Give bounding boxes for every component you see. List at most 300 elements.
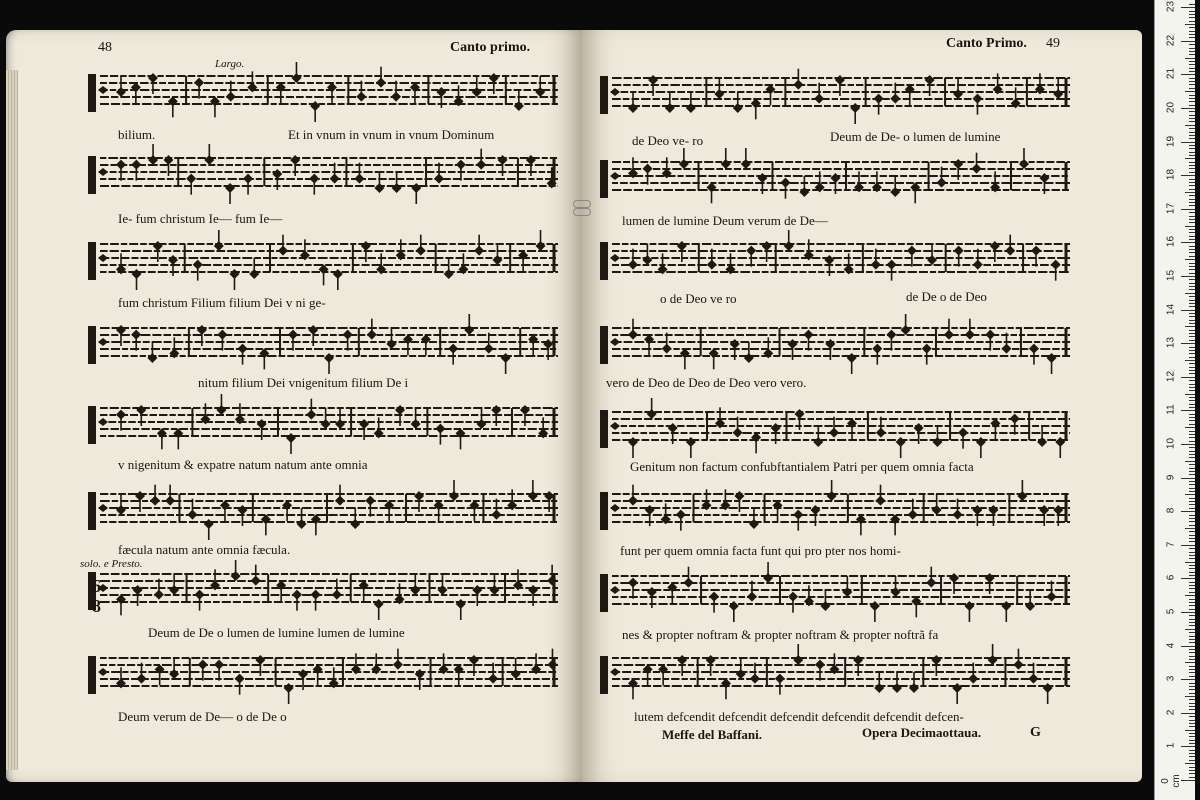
tempo-mark: solo. e Presto.	[80, 558, 143, 570]
clef-glyph	[600, 492, 608, 530]
ruler-tick	[1189, 101, 1195, 102]
ruler-tick	[1189, 132, 1195, 133]
ruler-tick	[1181, 276, 1195, 277]
ruler-tick	[1189, 703, 1195, 704]
music-staff	[598, 156, 1070, 202]
ruler-tick	[1189, 78, 1195, 79]
ruler-number: 1	[1165, 743, 1177, 749]
ruler-tick	[1189, 306, 1195, 307]
ruler-tick	[1189, 313, 1195, 314]
ruler-tick	[1189, 431, 1195, 432]
ruler-tick	[1189, 736, 1195, 737]
ruler-number: 17	[1165, 202, 1177, 214]
ruler-tick	[1185, 24, 1195, 25]
ruler-tick	[1189, 683, 1195, 684]
ruler-number: 16	[1165, 236, 1177, 248]
clef-glyph	[610, 172, 620, 180]
ruler-tick	[1189, 249, 1195, 250]
ruler-tick	[1189, 162, 1195, 163]
ruler-tick	[1189, 767, 1195, 768]
ruler-number: 7	[1165, 541, 1177, 548]
ruler-tick	[1189, 434, 1195, 435]
lyric-line: nes & propter noftram & propter noftram & propter noftrã fa	[622, 627, 939, 642]
binding-thread	[573, 208, 591, 216]
ruler-tick	[1189, 588, 1195, 589]
ruler-tick	[1189, 367, 1195, 368]
ruler-tick	[1189, 706, 1195, 707]
ruler-tick	[1181, 41, 1195, 42]
ruler-tick	[1189, 17, 1195, 18]
music-staff	[86, 488, 558, 534]
lyric-line: Ie- fum christum Ie— fum Ie—	[118, 211, 283, 226]
ruler-number: 3	[1165, 675, 1177, 682]
ruler-tick	[1189, 350, 1195, 351]
lyric-line: de De o de Deo	[906, 289, 987, 304]
clef-glyph	[88, 156, 96, 194]
ruler-tick	[1189, 451, 1195, 452]
clef-glyph	[98, 86, 108, 94]
ruler-tick	[1189, 185, 1195, 186]
ruler-tick	[1189, 195, 1195, 196]
ruler-tick	[1189, 508, 1195, 509]
ruler-tick	[1189, 760, 1195, 761]
ruler-tick	[1189, 397, 1195, 398]
ruler-tick	[1189, 189, 1195, 190]
ruler-tick	[1185, 394, 1195, 395]
clef-glyph	[610, 254, 620, 262]
ruler-tick	[1189, 54, 1195, 55]
ruler-tick	[1189, 615, 1195, 616]
ruler-tick	[1189, 373, 1195, 374]
ruler-tick	[1189, 420, 1195, 421]
ruler-tick	[1189, 672, 1195, 673]
ruler-tick	[1189, 726, 1195, 727]
ruler-tick	[1189, 115, 1195, 116]
ruler-tick	[1185, 662, 1195, 663]
ruler-tick	[1189, 44, 1195, 45]
ruler-tick	[1189, 279, 1195, 280]
ruler-number: 9	[1165, 474, 1177, 480]
ruler-tick	[1189, 138, 1195, 139]
clef-glyph	[88, 74, 96, 112]
ruler-number: 8	[1165, 507, 1177, 514]
ruler-tick	[1189, 572, 1195, 573]
ruler-tick	[1189, 336, 1195, 337]
ruler-tick	[1189, 669, 1195, 670]
ruler-tick	[1189, 333, 1195, 334]
clef-glyph	[88, 326, 96, 364]
lyric-line: Deum verum de De— o de De o	[118, 709, 287, 724]
running-head: Canto Primo.	[946, 36, 1027, 51]
ruler-tick	[1189, 263, 1195, 264]
ruler-tick	[1189, 636, 1195, 637]
ruler-tick	[1189, 387, 1195, 388]
ruler-tick	[1189, 619, 1195, 620]
ruler-tick	[1189, 363, 1195, 364]
music-staff	[86, 322, 558, 368]
ruler-tick	[1189, 128, 1195, 129]
ruler-tick	[1189, 296, 1195, 297]
ruler-tick	[1189, 753, 1195, 754]
lyric-line: lutem defcendit defcendit defcendit defcendit defcendit defcen-	[634, 709, 964, 724]
ruler-tick	[1181, 377, 1195, 378]
clef-glyph	[610, 668, 620, 676]
ruler-tick	[1189, 656, 1195, 657]
footer-title: Meffe del Baffani.	[662, 727, 763, 742]
ruler-tick	[1181, 7, 1195, 8]
ruler-tick	[1189, 232, 1195, 233]
ruler-tick	[1189, 289, 1195, 290]
ruler-number: 22	[1165, 34, 1177, 46]
ruler-unit-label: 0 cm	[1160, 774, 1182, 788]
ruler-tick	[1181, 746, 1195, 747]
ruler-tick	[1189, 216, 1195, 217]
ruler-tick	[1189, 582, 1195, 583]
lyric-line: Deum de De- o lumen de lumine	[830, 129, 1001, 144]
ruler-tick	[1189, 81, 1195, 82]
clef-glyph	[600, 326, 608, 364]
ruler-tick	[1189, 521, 1195, 522]
ruler-tick	[1185, 192, 1195, 193]
ruler-tick	[1189, 515, 1195, 516]
ruler-tick	[1189, 484, 1195, 485]
ruler-number: 23	[1165, 1, 1177, 13]
ruler-tick	[1189, 121, 1195, 122]
ruler-tick	[1189, 68, 1195, 69]
ruler-tick	[1189, 659, 1195, 660]
ruler-tick	[1181, 511, 1195, 512]
ruler-tick	[1181, 713, 1195, 714]
ruler-tick	[1189, 538, 1195, 539]
ruler-tick	[1189, 390, 1195, 391]
ruler-number: 10	[1165, 437, 1177, 450]
ruler-tick	[1181, 612, 1195, 613]
ruler-tick	[1189, 447, 1195, 448]
footer-opus: Opera Decimaottaua.	[862, 725, 982, 740]
ruler-tick	[1189, 61, 1195, 62]
clef-glyph	[600, 242, 608, 280]
ruler-tick	[1181, 175, 1195, 176]
ruler-tick	[1185, 226, 1195, 227]
music-staff	[598, 652, 1070, 698]
ruler-number: 21	[1165, 68, 1177, 80]
ruler-tick	[1189, 699, 1195, 700]
lyric-line: lumen de lumine Deum verum de De—	[622, 213, 828, 228]
lyric-line: o de Deo ve ro	[660, 291, 737, 306]
ruler-tick	[1189, 148, 1195, 149]
ruler-tick	[1181, 478, 1195, 479]
ruler-tick	[1189, 498, 1195, 499]
ruler-tick	[1185, 730, 1195, 731]
ruler-tick	[1189, 269, 1195, 270]
music-staff	[598, 406, 1070, 452]
ruler-tick	[1185, 259, 1195, 260]
lyric-line: funt per quem omnia facta funt qui pro pter nos homi-	[620, 543, 901, 558]
ruler-tick	[1189, 179, 1195, 180]
music-staff	[598, 570, 1070, 616]
music-staff	[86, 568, 558, 614]
ruler-tick	[1189, 750, 1195, 751]
ruler-tick	[1189, 219, 1195, 220]
clef-glyph	[610, 586, 620, 594]
ruler-tick	[1189, 34, 1195, 35]
ruler-tick	[1189, 585, 1195, 586]
lyric-line: fæcula natum ante omnia fæcula.	[118, 542, 291, 557]
ruler-tick	[1189, 474, 1195, 475]
lyric-line: Et in vnum in vnum in vnum Dominum	[288, 127, 495, 142]
ruler-tick	[1189, 205, 1195, 206]
ruler-tick	[1189, 239, 1195, 240]
ruler-tick	[1189, 400, 1195, 401]
clef-glyph	[98, 254, 108, 262]
ruler-tick	[1189, 649, 1195, 650]
ruler-tick	[1189, 155, 1195, 156]
ruler-tick	[1189, 541, 1195, 542]
music-staff	[86, 402, 558, 448]
ruler-tick	[1189, 652, 1195, 653]
ruler-tick	[1189, 300, 1195, 301]
ruler-tick	[1189, 37, 1195, 38]
ruler-number: 19	[1165, 135, 1177, 147]
ruler-tick	[1189, 642, 1195, 643]
ruler-tick	[1181, 780, 1195, 781]
ruler-number: 2	[1165, 709, 1177, 716]
ruler-tick	[1189, 716, 1195, 717]
ruler-tick	[1189, 51, 1195, 52]
ruler-tick	[1189, 347, 1195, 348]
clef-glyph	[610, 338, 620, 346]
ruler-tick	[1189, 118, 1195, 119]
ruler-tick	[1189, 639, 1195, 640]
ruler-tick	[1189, 199, 1195, 200]
ruler-tick	[1185, 461, 1195, 462]
ruler-tick	[1185, 595, 1195, 596]
clef-glyph	[88, 656, 96, 694]
ruler-tick	[1189, 135, 1195, 136]
ruler-tick	[1185, 494, 1195, 495]
ruler-tick	[1185, 629, 1195, 630]
ruler-tick	[1189, 320, 1195, 321]
ruler-tick	[1185, 326, 1195, 327]
binding-thread	[573, 200, 591, 208]
clef-glyph	[600, 656, 608, 694]
ruler-number: 15	[1165, 269, 1177, 282]
ruler-tick	[1185, 293, 1195, 294]
ruler-tick	[1189, 548, 1195, 549]
music-staff	[86, 70, 558, 116]
ruler-tick	[1181, 410, 1195, 411]
ruler-tick	[1189, 202, 1195, 203]
ruler-tick	[1189, 353, 1195, 354]
page-number: 48	[98, 40, 112, 55]
ruler-tick	[1189, 266, 1195, 267]
ruler-tick	[1189, 21, 1195, 22]
ruler-tick	[1189, 145, 1195, 146]
ruler-tick	[1189, 88, 1195, 89]
ruler-tick	[1189, 743, 1195, 744]
ruler-tick	[1189, 773, 1195, 774]
ruler-tick	[1189, 689, 1195, 690]
music-staff	[598, 488, 1070, 534]
ruler-tick	[1189, 182, 1195, 183]
ruler-tick	[1189, 165, 1195, 166]
ruler-tick	[1181, 209, 1195, 210]
ruler-tick	[1189, 71, 1195, 72]
ruler-tick	[1189, 273, 1195, 274]
ruler-number: 12	[1165, 370, 1177, 382]
ruler-tick	[1185, 360, 1195, 361]
ruler-tick	[1189, 323, 1195, 324]
ruler-tick	[1189, 488, 1195, 489]
ruler-tick	[1189, 283, 1195, 284]
ruler-number: 13	[1165, 337, 1177, 349]
lyric-line: bilium.	[118, 127, 156, 142]
ruler-tick	[1189, 565, 1195, 566]
ruler-tick	[1189, 504, 1195, 505]
ruler-tick	[1189, 525, 1195, 526]
ruler-tick	[1189, 31, 1195, 32]
ruler-tick	[1189, 84, 1195, 85]
ruler-tick	[1189, 27, 1195, 28]
ruler-tick	[1189, 575, 1195, 576]
ruler-tick	[1189, 168, 1195, 169]
ruler-tick	[1189, 286, 1195, 287]
ruler-tick	[1181, 679, 1195, 680]
ruler-tick	[1189, 441, 1195, 442]
ruler-tick	[1189, 555, 1195, 556]
ruler-tick	[1189, 4, 1195, 5]
ruler-tick	[1189, 622, 1195, 623]
ruler-tick	[1189, 404, 1195, 405]
lyric-line: fum christum Filium filium Dei v ni ge-	[118, 295, 326, 310]
ruler-tick	[1185, 91, 1195, 92]
ruler-tick	[1185, 158, 1195, 159]
ruler-tick	[1189, 481, 1195, 482]
ruler-tick	[1189, 709, 1195, 710]
ruler-tick	[1189, 558, 1195, 559]
ruler-tick	[1189, 720, 1195, 721]
ruler-number: 4	[1165, 642, 1177, 648]
ruler-number: 20	[1165, 101, 1177, 114]
ruler-tick	[1189, 464, 1195, 465]
clef-glyph	[98, 338, 108, 346]
lyric-line: de Deo ve- ro	[632, 133, 704, 148]
ruler-tick	[1189, 518, 1195, 519]
clef-glyph	[610, 88, 620, 96]
ruler-tick	[1189, 686, 1195, 687]
running-head: Canto primo.	[450, 40, 531, 55]
ruler-tick	[1181, 578, 1195, 579]
ruler-tick	[1185, 528, 1195, 529]
ruler-tick	[1189, 602, 1195, 603]
ruler-tick	[1189, 384, 1195, 385]
ruler-tick	[1189, 491, 1195, 492]
ruler-tick	[1189, 111, 1195, 112]
ruler-tick	[1189, 11, 1195, 12]
page-edges	[6, 70, 18, 770]
ruler-tick	[1189, 756, 1195, 757]
ruler-tick	[1181, 108, 1195, 109]
ruler-tick	[1189, 98, 1195, 99]
ruler-tick	[1189, 693, 1195, 694]
clef-glyph	[600, 76, 608, 114]
clef-glyph	[600, 410, 608, 448]
ruler-tick	[1189, 733, 1195, 734]
music-staff	[598, 322, 1070, 368]
ruler-tick	[1189, 666, 1195, 667]
music-staff	[598, 72, 1070, 118]
page-number: 49	[1046, 36, 1060, 51]
clef-glyph	[610, 504, 620, 512]
clef-glyph	[98, 668, 108, 676]
ruler-tick	[1189, 468, 1195, 469]
ruler-tick	[1189, 256, 1195, 257]
ruler-tick	[1189, 417, 1195, 418]
music-staff	[86, 652, 558, 698]
music-staff	[598, 238, 1070, 284]
ruler-number: 5	[1165, 608, 1177, 615]
lyric-line: nitum filium Dei vnigenitum filium De i	[198, 375, 409, 390]
ruler-tick	[1189, 531, 1195, 532]
ruler-tick	[1189, 535, 1195, 536]
ruler-tick	[1189, 592, 1195, 593]
ruler-tick	[1189, 105, 1195, 106]
clef-glyph	[98, 504, 108, 512]
ruler-tick	[1189, 609, 1195, 610]
ruler-tick	[1189, 212, 1195, 213]
ruler-tick	[1189, 552, 1195, 553]
ruler-tick	[1189, 424, 1195, 425]
ruler-tick	[1181, 142, 1195, 143]
ruler-tick	[1189, 454, 1195, 455]
ruler-tick	[1189, 64, 1195, 65]
lyric-line: Deum de De o lumen de lumine lumen de lumine	[148, 625, 405, 640]
clef-glyph	[98, 168, 108, 176]
ruler-tick	[1185, 562, 1195, 563]
ruler-tick	[1189, 330, 1195, 331]
measurement-ruler	[1154, 0, 1195, 800]
ruler-tick	[1189, 777, 1195, 778]
ruler-tick	[1189, 340, 1195, 341]
clef-glyph	[88, 406, 96, 444]
music-staff	[86, 238, 558, 284]
ruler-tick	[1181, 343, 1195, 344]
ruler-tick	[1189, 246, 1195, 247]
tempo-mark: Largo.	[215, 58, 245, 70]
ruler-tick	[1189, 770, 1195, 771]
ruler-tick	[1185, 58, 1195, 59]
ruler-tick	[1189, 229, 1195, 230]
ruler-tick	[1189, 407, 1195, 408]
ruler-tick	[1189, 457, 1195, 458]
clef-glyph	[600, 160, 608, 198]
ruler-tick	[1189, 380, 1195, 381]
ruler-tick	[1189, 437, 1195, 438]
ruler-tick	[1189, 471, 1195, 472]
ruler-tick	[1181, 310, 1195, 311]
lyric-line: v nigenitum & expatre natum natum ante omnia	[118, 457, 368, 472]
ruler-tick	[1185, 763, 1195, 764]
ruler-tick	[1181, 444, 1195, 445]
ruler-tick	[1189, 252, 1195, 253]
lyric-line: vero de Deo de Deo de Deo vero vero.	[606, 375, 807, 390]
ruler-number: 18	[1165, 169, 1177, 181]
ruler-tick	[1189, 632, 1195, 633]
ruler-tick	[1189, 599, 1195, 600]
ruler-tick	[1185, 125, 1195, 126]
clef-glyph	[88, 492, 96, 530]
ruler-tick	[1189, 316, 1195, 317]
